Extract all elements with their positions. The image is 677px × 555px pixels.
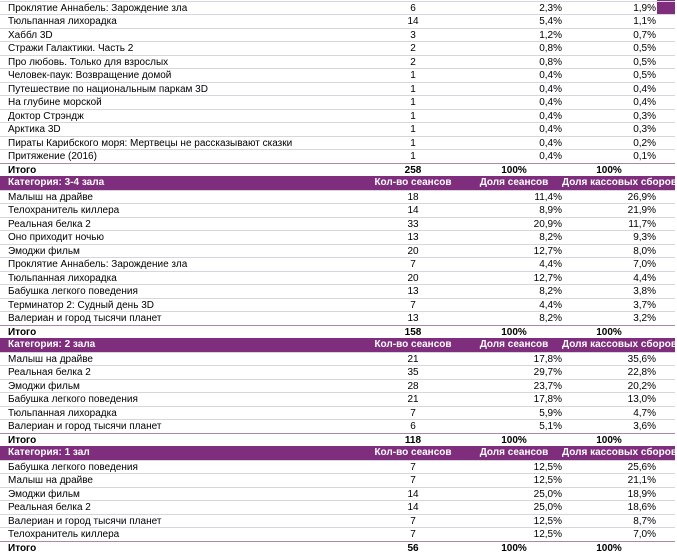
session-share: 0,8% xyxy=(539,43,562,54)
table-row xyxy=(0,284,675,298)
sessions-count: 13 xyxy=(407,313,419,324)
total-label: Итого xyxy=(8,542,37,554)
film-title: Малыш на драйве xyxy=(8,353,93,365)
table-row xyxy=(0,149,675,163)
film-title: Тюльпанная лихорадка xyxy=(8,272,117,284)
sessions-count: 1 xyxy=(410,137,416,149)
film-title: Стражи Галактики. Часть 2 xyxy=(8,43,134,54)
session-share: 25,0% xyxy=(533,488,562,500)
sessions-count: 7 xyxy=(410,475,416,486)
film-title: Человек-паук: Возвращение домой xyxy=(8,70,172,81)
session-share: 1,2% xyxy=(539,29,562,41)
box-office-share: 7,0% xyxy=(633,259,656,270)
sessions-count: 1 xyxy=(410,124,416,135)
film-title: Терминатор 2: Судный день 3D xyxy=(8,299,154,311)
table-row xyxy=(0,473,675,487)
film-title: На глубине морской xyxy=(8,97,102,108)
session-share: 0,4% xyxy=(539,83,562,95)
box-office-share: 11,7% xyxy=(628,218,656,230)
sessions-count: 7 xyxy=(410,299,416,311)
session-share: 29,7% xyxy=(533,367,562,378)
total-label: Итого xyxy=(8,326,37,338)
film-title: Эмоджи фильм xyxy=(8,245,80,257)
film-title: Реальная белка 2 xyxy=(8,218,91,230)
box-office-share: 8,0% xyxy=(633,245,656,257)
sessions-count: 1 xyxy=(410,110,416,122)
sessions-count: 35 xyxy=(407,367,419,378)
category-header-row xyxy=(0,446,675,460)
table-row xyxy=(0,257,675,271)
box-office-share: 0,4% xyxy=(633,83,656,95)
table-row xyxy=(0,514,675,528)
table-row xyxy=(0,244,675,258)
sessions-count: 20 xyxy=(407,272,419,284)
table-row xyxy=(0,14,675,28)
table-row xyxy=(0,190,675,204)
sessions-count: 3 xyxy=(410,29,416,41)
film-title: Бабушка легкого поведения xyxy=(8,286,138,297)
sessions-count: 20 xyxy=(407,245,419,257)
box-office-share: 18,6% xyxy=(627,502,656,513)
box-office-share: 0,7% xyxy=(633,29,656,41)
total-row xyxy=(0,325,675,339)
film-title: Проклятие Аннабель: Зарождение зла xyxy=(8,259,188,270)
film-title: Эмоджи фильм xyxy=(8,380,80,392)
box-office-share: 3,2% xyxy=(633,313,656,324)
table-row xyxy=(0,406,675,420)
session-share: 12,5% xyxy=(533,515,562,527)
category-title: Категория: 1 зал xyxy=(8,447,90,458)
session-share: 0,4% xyxy=(539,137,562,149)
total-sessions: 56 xyxy=(407,542,419,554)
category-header-row xyxy=(0,338,675,352)
sessions-count: 7 xyxy=(410,529,416,540)
film-title: Про любовь. Только для взрослых xyxy=(8,56,169,68)
box-office-share: 20,2% xyxy=(627,380,656,392)
film-title: Проклятие Аннабель: Зарождение зла xyxy=(8,2,188,14)
session-share: 8,2% xyxy=(539,232,562,243)
table-row xyxy=(0,392,675,406)
total-box-office-share: 100% xyxy=(596,326,622,338)
box-office-share: 1,1% xyxy=(633,16,656,27)
film-title: Бабушка легкого поведения xyxy=(8,461,138,473)
box-office-share: 35,6% xyxy=(627,353,656,365)
box-office-share: 21,9% xyxy=(627,205,656,216)
film-title: Валериан и город тысячи планет xyxy=(8,515,162,527)
session-share: 0,4% xyxy=(539,110,562,122)
total-label: Итого xyxy=(8,164,37,176)
table-row xyxy=(0,1,675,15)
film-title: Бабушка легкого поведения xyxy=(8,394,138,405)
session-share: 25,0% xyxy=(533,502,562,513)
column-header-sessions: Кол-во сеансов xyxy=(374,339,452,350)
column-header-sessions: Кол-во сеансов xyxy=(374,447,452,458)
table-row xyxy=(0,109,675,123)
table-row xyxy=(0,487,675,501)
sessions-count: 28 xyxy=(407,380,419,392)
film-title: Реальная белка 2 xyxy=(8,502,91,513)
session-share: 5,9% xyxy=(539,407,562,419)
box-office-share: 3,7% xyxy=(633,299,656,311)
session-share: 5,4% xyxy=(539,16,562,27)
film-title: Валериан и город тысячи планет xyxy=(8,313,162,324)
category-title: Категория: 3-4 зала xyxy=(8,177,105,188)
box-office-share: 26,9% xyxy=(627,191,656,203)
total-sessions: 158 xyxy=(404,326,422,338)
sessions-count: 6 xyxy=(410,2,416,14)
box-office-share: 9,3% xyxy=(633,232,656,243)
total-session-share: 100% xyxy=(501,434,527,446)
box-office-share: 22,8% xyxy=(627,367,656,378)
column-header-session-share: Доля сеансов xyxy=(479,177,549,188)
film-title: Телохранитель киллера xyxy=(8,529,120,540)
category-title: Категория: 2 зала xyxy=(8,339,96,350)
sessions-count: 33 xyxy=(407,218,419,230)
box-office-share: 0,5% xyxy=(633,70,656,81)
box-office-share: 4,7% xyxy=(633,407,656,419)
box-office-share: 25,6% xyxy=(627,461,656,473)
session-share: 0,4% xyxy=(539,97,562,108)
box-office-share: 0,5% xyxy=(633,56,656,68)
table-row xyxy=(0,527,675,541)
box-office-share: 13,0% xyxy=(627,394,656,405)
table-row xyxy=(0,217,675,231)
session-share: 11,4% xyxy=(534,191,562,203)
column-header-sessions: Кол-во сеансов xyxy=(374,177,452,188)
sessions-count: 1 xyxy=(410,151,416,162)
sessions-count: 6 xyxy=(410,421,416,432)
sessions-count: 7 xyxy=(410,515,416,527)
total-session-share: 100% xyxy=(501,326,527,338)
table-row xyxy=(0,68,675,82)
total-label: Итого xyxy=(8,434,37,446)
total-box-office-share: 100% xyxy=(596,164,622,176)
total-row xyxy=(0,433,675,447)
column-header-box-office-share: Доля кассовых сборов xyxy=(562,177,677,188)
total-box-office-share: 100% xyxy=(596,542,622,554)
session-share: 0,4% xyxy=(539,124,562,135)
box-office-share: 0,3% xyxy=(633,124,656,135)
film-title: Путешествие по национальным паркам 3D xyxy=(8,83,208,95)
box-office-share: 0,3% xyxy=(633,110,656,122)
box-office-share: 7,0% xyxy=(633,529,656,540)
table-row xyxy=(0,419,675,433)
box-office-share: 3,8% xyxy=(633,286,656,297)
table-row xyxy=(0,500,675,514)
table-row xyxy=(0,136,675,150)
sessions-count: 14 xyxy=(407,205,419,216)
sessions-count: 13 xyxy=(407,286,419,297)
session-share: 12,5% xyxy=(533,461,562,473)
sessions-count: 2 xyxy=(410,56,416,68)
box-office-share: 18,9% xyxy=(627,488,656,500)
sessions-count: 14 xyxy=(407,16,419,27)
total-box-office-share: 100% xyxy=(596,434,622,446)
table-row xyxy=(0,203,675,217)
box-office-share: 0,2% xyxy=(633,137,656,149)
table-row xyxy=(0,55,675,69)
session-share: 12,7% xyxy=(533,272,562,284)
film-title: Малыш на драйве xyxy=(8,191,93,203)
box-office-share: 0,4% xyxy=(633,97,656,108)
sessions-count: 18 xyxy=(407,191,419,203)
sessions-count: 7 xyxy=(410,259,416,270)
sessions-count: 7 xyxy=(410,407,416,419)
column-header-box-office-share: Доля кассовых сборов xyxy=(562,447,677,458)
box-office-share: 8,7% xyxy=(633,515,656,527)
table-row xyxy=(0,365,675,379)
film-title: Хаббл 3D xyxy=(8,29,53,41)
film-title: Телохранитель киллера xyxy=(8,205,120,216)
box-office-share: 3,6% xyxy=(633,421,656,432)
session-share: 17,8% xyxy=(533,394,562,405)
session-share: 12,5% xyxy=(533,475,562,486)
session-share: 20,9% xyxy=(533,218,562,230)
table-row xyxy=(0,41,675,55)
film-title: Эмоджи фильм xyxy=(8,488,80,500)
film-title: Доктор Стрэндж xyxy=(8,110,84,122)
session-share: 17,8% xyxy=(533,353,562,365)
table-row xyxy=(0,122,675,136)
film-title: Тюльпанная лихорадка xyxy=(8,407,117,419)
session-share: 0,4% xyxy=(539,70,562,81)
session-share: 8,2% xyxy=(539,286,562,297)
column-header-box-office-share: Доля кассовых сборов xyxy=(562,339,677,350)
session-share: 5,1% xyxy=(539,421,562,432)
total-row xyxy=(0,163,675,177)
sessions-count: 1 xyxy=(410,70,416,81)
sessions-count: 1 xyxy=(410,97,416,108)
table-row xyxy=(0,379,675,393)
session-share: 0,8% xyxy=(539,56,562,68)
total-session-share: 100% xyxy=(501,164,527,176)
session-share: 23,7% xyxy=(533,380,562,392)
table-row xyxy=(0,460,675,474)
session-share: 2,3% xyxy=(539,2,562,14)
sessions-count: 21 xyxy=(407,353,419,365)
column-header-session-share: Доля сеансов xyxy=(479,339,549,350)
film-title: Притяжение (2016) xyxy=(8,151,97,162)
table-row xyxy=(0,230,675,244)
table-row xyxy=(0,28,675,42)
column-header-session-share: Доля сеансов xyxy=(479,447,549,458)
sessions-count: 7 xyxy=(410,461,416,473)
table-row xyxy=(0,311,675,325)
box-office-share: 0,1% xyxy=(633,151,656,162)
film-title: Тюльпанная лихорадка xyxy=(8,16,117,27)
table-row xyxy=(0,271,675,285)
total-session-share: 100% xyxy=(501,542,527,554)
film-title: Арктика 3D xyxy=(8,124,61,135)
box-office-share: 0,5% xyxy=(633,43,656,54)
session-share: 8,2% xyxy=(539,313,562,324)
box-office-share: 4,4% xyxy=(633,272,656,284)
total-row xyxy=(0,541,675,555)
sessions-count: 21 xyxy=(407,394,419,405)
table-row xyxy=(0,95,675,109)
session-share: 4,4% xyxy=(539,259,562,270)
total-sessions: 118 xyxy=(404,434,422,446)
table-row xyxy=(0,352,675,366)
table-row xyxy=(0,298,675,312)
session-share: 12,5% xyxy=(533,529,562,540)
film-title: Оно приходит ночью xyxy=(8,232,104,243)
session-share: 8,9% xyxy=(539,205,562,216)
total-sessions: 258 xyxy=(404,164,422,176)
film-title: Реальная белка 2 xyxy=(8,367,91,378)
sessions-count: 14 xyxy=(407,488,419,500)
sessions-count: 14 xyxy=(407,502,419,513)
sessions-count: 1 xyxy=(410,83,416,95)
table-row xyxy=(0,82,675,96)
box-office-share: 21,1% xyxy=(627,475,656,486)
category-header-row xyxy=(0,176,675,190)
film-title: Валериан и город тысячи планет xyxy=(8,421,162,432)
session-share: 0,4% xyxy=(539,151,562,162)
box-office-share: 1,9% xyxy=(633,2,656,14)
sessions-count: 2 xyxy=(410,43,416,54)
session-share: 4,4% xyxy=(539,299,562,311)
session-share: 12,7% xyxy=(533,245,562,257)
film-title: Малыш на драйве xyxy=(8,475,93,486)
film-title: Пираты Карибского моря: Мертвецы не рассказывают сказки xyxy=(8,137,293,149)
sessions-count: 13 xyxy=(407,232,419,243)
